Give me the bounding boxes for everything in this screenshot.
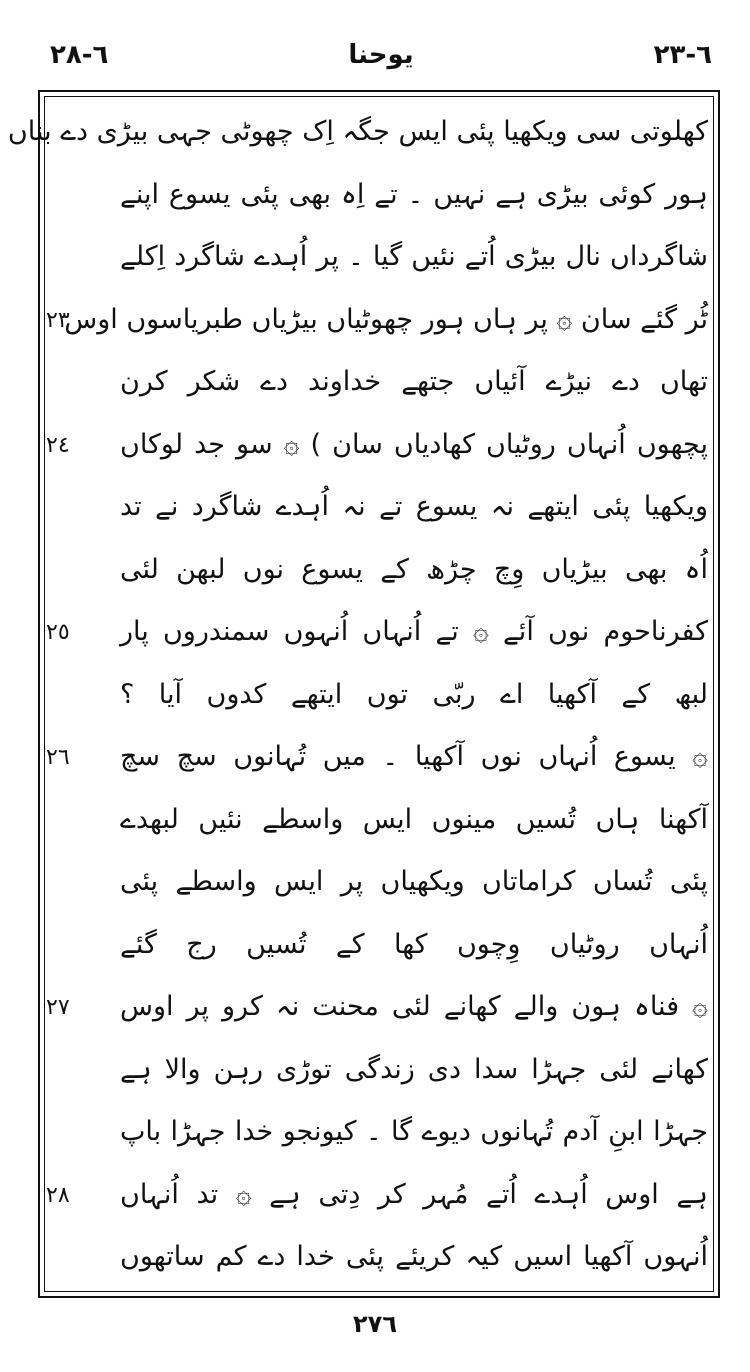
page-header: [40, 30, 722, 80]
header-chapter-start: ٦-٢٣: [653, 40, 712, 70]
verse-number: ٢٧: [46, 995, 70, 1020]
text-line: کفرناحوم نوں آئے ۞ تے اُنہاں اُنہوں سمندروں پار: [120, 616, 708, 647]
text-line: اُہ بھی بیڑیاں وِچ چڑھ کے یسوع نوں لبھن لئی: [120, 553, 708, 585]
text-line: کھانے لئی جہڑا سدا دی زندگی توڑی رہن والا ہے: [120, 1053, 708, 1085]
text-line: تھاں دے نیڑے آئیاں جتھے خداوند دے شکر کرن: [120, 366, 708, 397]
verse-number: ٢٥: [46, 620, 70, 645]
verse-number: ٢٦: [46, 745, 70, 770]
text-line: جہڑا ابنِ آدم تُہانوں دیوے گا ۔ کیونجو خدا جہڑا باپ: [120, 1116, 708, 1147]
text-line: ٹُر گئے سان ۞ پر ہاں ہور چھوٹیاں بیڑیاں طبریاسوں اوس: [64, 303, 708, 335]
text-line: پچھوں اُنہاں روٹیاں کھادیاں سان ) ۞ سو جد لوکاں: [120, 428, 708, 460]
text-line: ۞ فناہ ہون والے کھانے لئی محنت نہ کرو پر اوس: [120, 991, 708, 1022]
verse-number-column: [40, 92, 120, 1296]
text-line: پئی تُساں کراماتاں ویکھیاں پر ایس واسطے پئی: [120, 866, 708, 897]
text-line: اُنہوں آکھیا اسیں کیہ کریئے پئی خدا دے کم ساتھوں: [120, 1241, 708, 1272]
text-frame: [7, 90, 720, 1298]
text-line: ۞ یسوع اُنہاں نوں آکھیا ۔ میں تُہانوں سچ سچ: [120, 741, 708, 772]
header-book-title: یوحنا: [348, 40, 414, 70]
header-chapter-end: ٦-٢٨: [50, 40, 109, 70]
verse-number: ٢٨: [46, 1182, 70, 1208]
page-number: ٢٧٦: [353, 1310, 397, 1338]
text-line: ہور کوئی بیڑی ہے نہیں ۔ تے اِہ بھی پئی یسوع اپنے: [120, 178, 708, 210]
text-line: شاگرداں نال بیڑی اُتے نئیں گیا ۔ پر اُہدے شاگرد اِکلے: [120, 241, 708, 272]
text-line: ہے اوس اُہدے اُتے مُہر کر دِتی ہے ۞ تد اُنہاں: [120, 1178, 708, 1210]
text-line: لبھ کے آکھیا اے ربّی توں ایتھے کدوں آیا ؟: [120, 678, 708, 710]
verse-number: ٢٤: [46, 432, 70, 458]
text-line: آکھنا ہاں تُسیں مینوں ایس واسطے نئیں لبھدے: [120, 803, 708, 835]
verse-number: ٢٣: [46, 307, 70, 333]
text-line: ویکھیا پئی ایتھے نہ یسوع تے نہ اُہدے شاگرد نے تد: [120, 491, 708, 522]
text-line: اُنہاں روٹیاں وِچوں کھا کے تُسیں رج گئے: [120, 928, 708, 960]
text-line: کھلوتی سی ویکھیا پئی ایس جگہ اِک چھوٹی جہی بیڑی دے بناں: [7, 116, 708, 147]
